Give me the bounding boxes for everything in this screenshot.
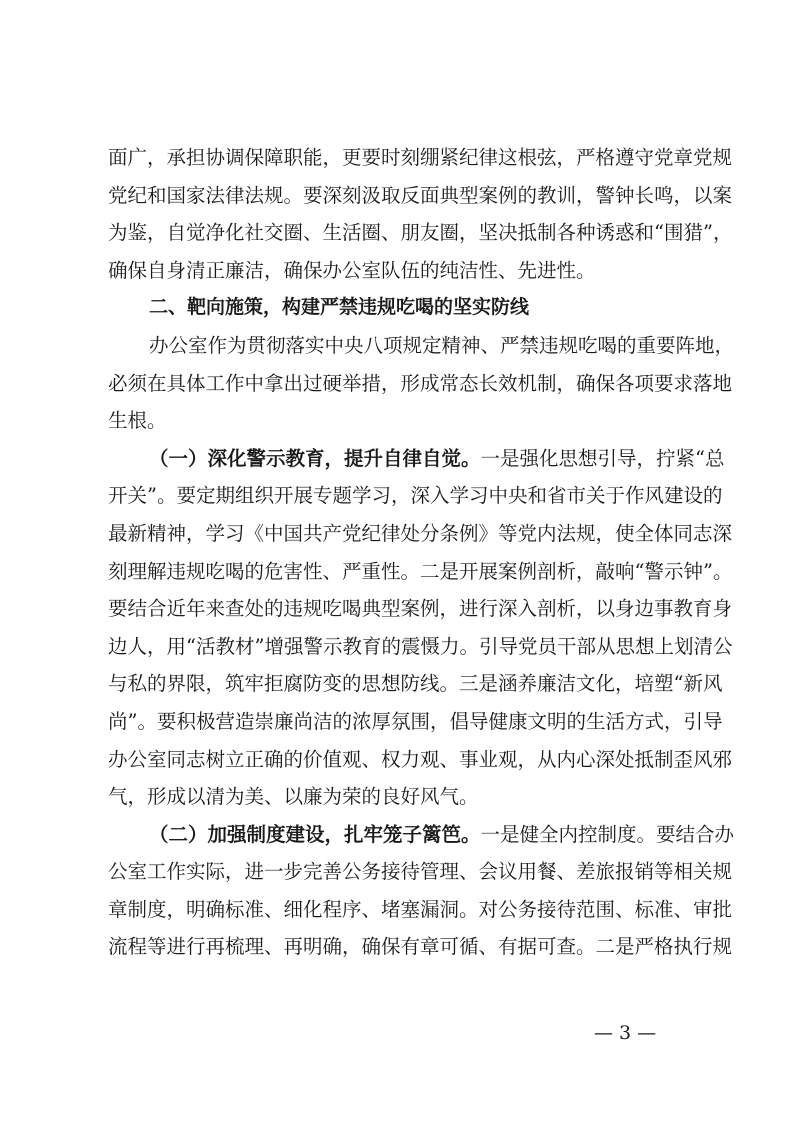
- text-line: 要结合近年来查处的违规吃喝典型案例，进行深入剖析，以身边事教育身: [108, 597, 733, 621]
- subsection-1-title: （一）深化警示教育，提升自律自觉。: [149, 446, 481, 470]
- text-line: 边人，用“活教材”增强警示教育的震慑力。引导党员干部从思想上划清公: [108, 634, 733, 658]
- text-line: 生根。: [108, 409, 167, 433]
- text-line: [108, 440, 725, 478]
- subsection-1-paragraph: [108, 440, 733, 816]
- text-line: 章制度，明确标准、细化程序、堵塞漏洞。对公务接待范围、标准、审批: [108, 897, 733, 921]
- text-line: 刻理解违规吃喝的危害性、严重性。二是开展案例剖析，敲响“警示钟”。: [108, 559, 733, 583]
- text-span: 一是强化思想引导，拧紧“总: [480, 446, 725, 470]
- page-number: — 3 —: [594, 1022, 657, 1044]
- text-line: 面广，承担协调保障职能，更要时刻绷紧纪律这根弦，严格遵守党章党规: [108, 146, 733, 169]
- subsection-2-paragraph: [108, 816, 735, 966]
- subsection-2-title: （二）加强制度建设，扎牢笼子篱笆。: [149, 822, 481, 846]
- document-page: [108, 139, 735, 966]
- text-line: 确保自身清正廉洁，确保办公室队伍的纯洁性、先进性。: [108, 258, 596, 282]
- text-line: 办公室同志树立正确的价值观、权力观、事业观，从内心深处抵制歪风邪: [108, 747, 733, 771]
- section-heading: 二、靶向施策，构建严禁违规吃喝的坚实防线: [149, 296, 530, 319]
- text-line: 为鉴，自觉净化社交圈、生活圈、朋友圈，坚决抵制各种诱惑和“围猎”，: [108, 221, 733, 245]
- text-line: 办公室作为贯彻落实中央八项规定精神、严禁违规吃喝的重要阵地，: [149, 333, 735, 357]
- text-line: 开关”。要定期组织开展专题学习，深入学习中央和省市关于作风建设的: [108, 484, 723, 508]
- text-line: 必须在具体工作中拿出过硬举措，形成常态长效机制，确保各项要求落地: [108, 371, 733, 395]
- text-line: 尚”。要积极营造崇廉尚洁的浓厚氛围，倡导健康文明的生活方式，引导: [108, 709, 723, 733]
- intro-paragraph: [108, 139, 733, 289]
- text-line: 党纪和国家法律法规。要深刻汲取反面典型案例的教训，警钟长鸣，以案: [108, 183, 733, 207]
- text-line: 最新精神，学习《中国共产党纪律处分条例》等党内法规，使全体同志深: [108, 521, 733, 545]
- text-line: 与私的界限，筑牢拒腐防变的思想防线。三是涵养廉洁文化，培塑“新风: [108, 672, 723, 696]
- text-line: 流程等进行再梳理、再明确，确保有章可循、有据可查。二是严格执行规: [108, 935, 733, 959]
- text-span: 一是健全内控制度。要结合办: [480, 822, 735, 846]
- text-line: [108, 816, 735, 854]
- text-line: 气，形成以清为美、以廉为荣的良好风气。: [108, 785, 479, 809]
- text-line: 公室工作实际，进一步完善公务接待管理、会议用餐、差旅报销等相关规: [108, 860, 733, 884]
- section-intro-paragraph: [108, 327, 735, 440]
